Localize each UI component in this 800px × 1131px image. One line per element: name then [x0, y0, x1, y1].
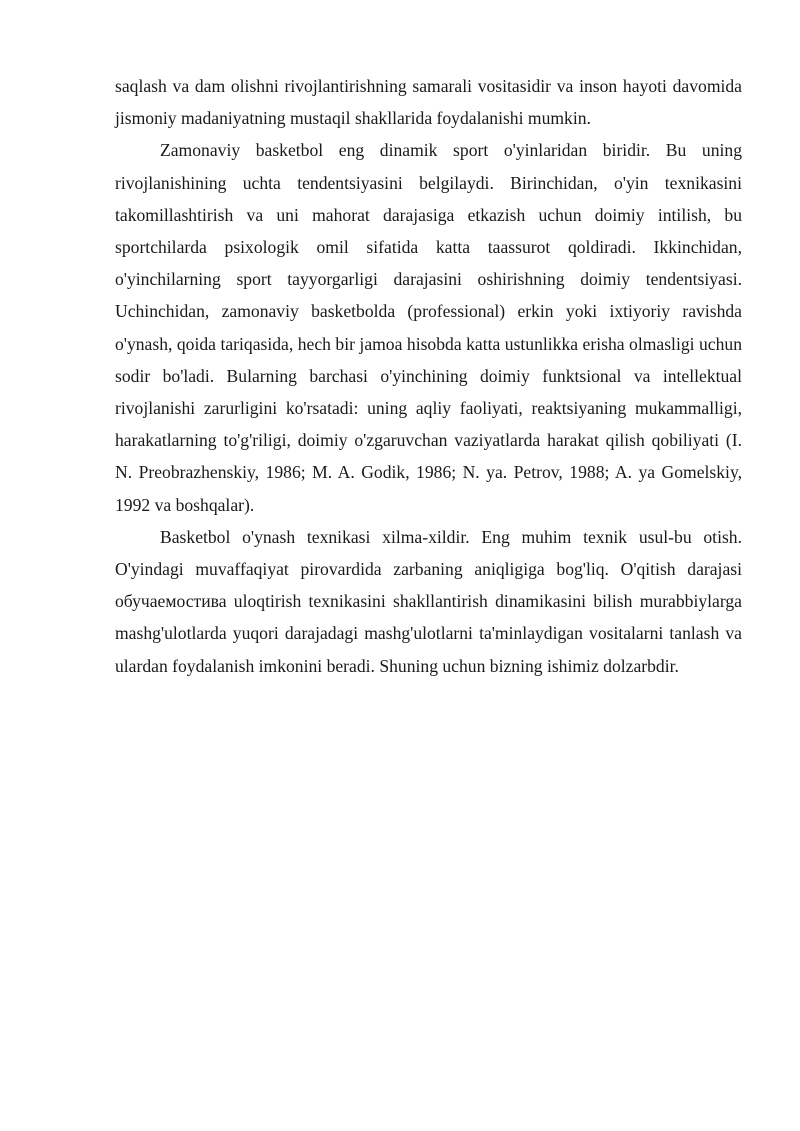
- paragraph-modern-basketball: Zamonaviy basketbol eng dinamik sport o'yinlaridan biridir. Bu uning rivojlanishining uchta tendentsiyasini belgilaydi. Birinchidan, o'yin texnikasini takomillashtirish va uni mahorat darajasiga etkazish uchun doimiy intilish, bu sportchilarda psixologik omil sifatida katta taassurot qoldiradi. Ikkinchidan, o'yinchilarning sport tayyorgarligi darajasini oshirishning doimiy tendentsiyasi. Uchinchidan, zamonaviy basketbolda (professional) erkin yoki ixtiyoriy ravishda o'ynash, qoida tariqasida, hech bir jamoa hisobda katta ustunlikka erisha olmasligi uchun sodir bo'ladi. Bularning barchasi o'yinchining doimiy funktsional va intellektual rivojlanishi zarurligini ko'rsatadi: uning aqliy faoliyati, reaktsiyaning mukammalligi, harakatlarning to'g'riligi, doimiy o'zgaruvchan vaziyatlarda harakat qilish qobiliyati (I. N. Preobrazhenskiy, 1986; M. A. Godik, 1986; N. ya. Petrov, 1988; A. ya Gomelskiy, 1992 va boshqalar).: [115, 140, 742, 515]
- paragraph-basketball-technique: Basketbol o'ynash texnikasi xilma-xildir. Eng muhim texnik usul-bu otish. O'yindagi muvaffaqiyat pirovardida zarbaning aniqligiga bog'liq. O'qitish darajasi обучаемостива uloqtirish texnikasini shakllantirish dinamikasini bilish murabbiylarga mashg'ulotlarda yuqori darajadagi mashg'ulotlarni ta'minlaydigan vositalarni tanlash va ulardan foydalanish imkonini beradi. Shuning uchun bizning ishimiz dolzarbdir.: [115, 526, 742, 676]
- document-body: [115, 70, 742, 682]
- paragraph-continuation: saqlash va dam olishni rivojlantirishning samarali vositasidir va inson hayoti davomida jismoniy madaniyatning mustaqil shakllarida foydalanishi mumkin.: [115, 76, 742, 129]
